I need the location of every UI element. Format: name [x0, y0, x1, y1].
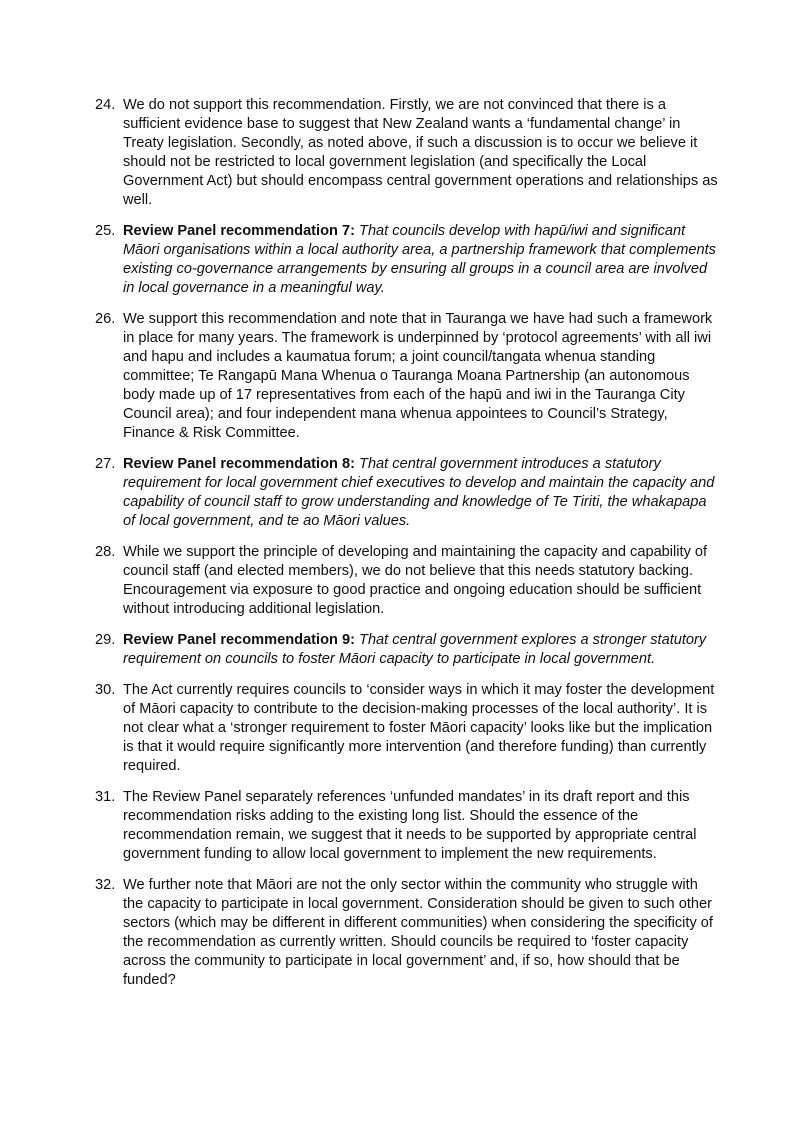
paragraph-30: [95, 681, 721, 776]
paragraph-24: [95, 96, 721, 210]
paragraph-number: 28.: [95, 544, 116, 560]
paragraph-32: [95, 876, 721, 990]
paragraph-number: 32.: [95, 877, 116, 893]
recommendation-body: That central government introduces a statutory requirement for local government chief executives to develop and maintain the capacity and capability of council staff to grow understanding and knowledge of Te Tiriti, the whakapapa of local government, and te ao Māori values.: [123, 456, 715, 529]
paragraph-number: 27.: [95, 456, 116, 472]
paragraph-text: The Review Panel separately references ‘unfunded mandates’ in its draft report and this recommendation risks adding to the existing long list. Should the essence of the recommendation remain, we suggest that it needs to be supported by appropriate central government funding to allow local government to implement the new requirements.: [123, 789, 697, 862]
paragraph-number: 24.: [95, 97, 116, 113]
paragraph-28: [95, 543, 721, 619]
paragraph-29: [95, 631, 721, 669]
recommendation-text: [123, 222, 721, 298]
recommendation-body: That councils develop with hapū/iwi and significant Māori organisations within a local authority area, a partnership framework that complements existing co-governance arrangements by ensuring all groups in a council area are involved in local governance in a meaningful way.: [123, 223, 716, 296]
paragraph-text: We further note that Māori are not the only sector within the community who struggle with the capacity to participate in local government. Consideration should be given to such other sectors (which may be different in different communities) when considering the specificity of the recommendation as currently written. Should councils be required to ‘foster capacity across the community to participate in local government’ and, if so, how should that be funded?: [123, 877, 713, 988]
recommendation-body: That central government explores a stronger statutory requirement on councils to foster Māori capacity to participate in local government.: [123, 632, 707, 667]
recommendation-label: Review Panel recommendation 9:: [123, 632, 355, 648]
paragraph-number: 30.: [95, 682, 116, 698]
recommendation-text: [123, 455, 721, 531]
recommendation-text: [123, 631, 721, 669]
recommendation-label: Review Panel recommendation 7:: [123, 223, 355, 239]
paragraph-26: [95, 310, 721, 443]
paragraph-number: 31.: [95, 789, 116, 805]
paragraph-number: 29.: [95, 632, 116, 648]
recommendation-label: Review Panel recommendation 8:: [123, 456, 355, 472]
paragraph-text: The Act currently requires councils to ‘consider ways in which it may foster the development of Māori capacity to contribute to the decision-making processes of the local authority’. It is not clear what a ‘stronger requirement to foster Māori capacity’ looks like but the implication is that it would require significantly more intervention (and therefore funding) than currently required.: [123, 682, 715, 774]
paragraph-25: [95, 222, 721, 298]
paragraph-number: 26.: [95, 311, 116, 327]
paragraph-number: 25.: [95, 223, 116, 239]
paragraph-text: We do not support this recommendation. Firstly, we are not convinced that there is a sufficient evidence base to suggest that New Zealand wants a ‘fundamental change’ in Treaty legislation. Secondly, as noted above, if such a discussion is to occur we believe it should not be restricted to local government legislation (and specifically the Local Government Act) but should encompass central government operations and relationships as well.: [123, 97, 718, 208]
paragraph-27: [95, 455, 721, 531]
paragraph-text: While we support the principle of developing and maintaining the capacity and capability of council staff (and elected members), we do not believe that this needs statutory backing. Encouragement via exposure to good practice and ongoing education should be sufficient without introducing additional legislation.: [123, 544, 708, 617]
paragraph-text: We support this recommendation and note that in Tauranga we have had such a framework in place for many years. The framework is underpinned by ‘protocol agreements’ with all iwi and hapu and includes a kaumatua forum; a joint council/tangata whenua standing committee; Te Rangapū Mana Whenua o Tauranga Moana Partnership (an autonomous body made up of 17 representatives from each of the hapū and iwi in the Tauranga City Council area); and four independent mana whenua appointees to Council’s Strategy, Finance & Risk Committee.: [123, 311, 713, 441]
paragraph-31: [95, 788, 721, 864]
